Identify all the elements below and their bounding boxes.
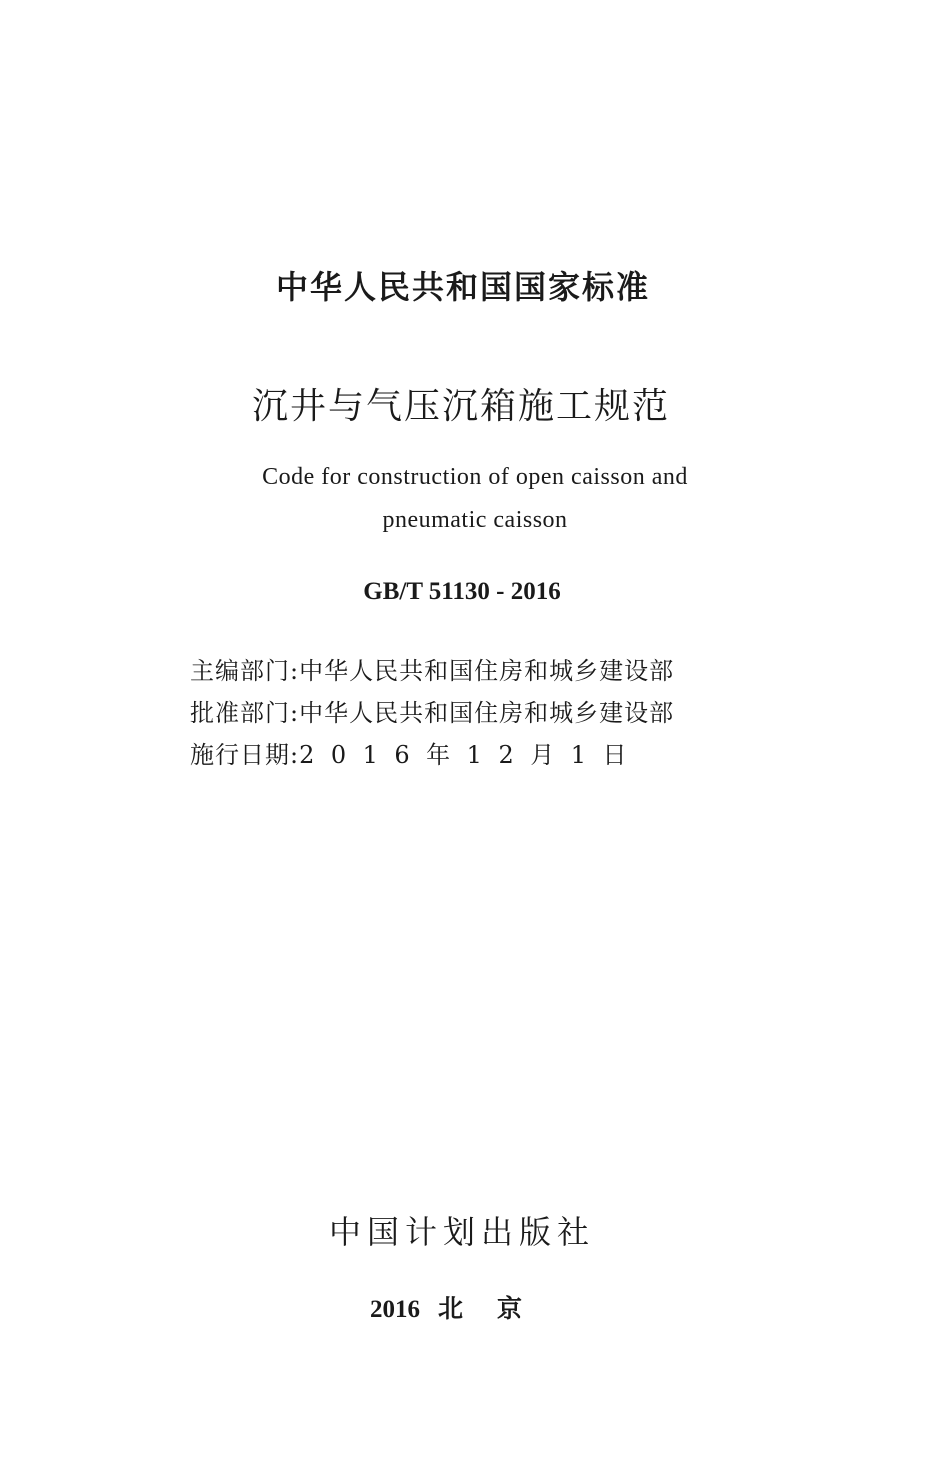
effective-date-label: 施行日期:: [190, 741, 300, 769]
editor-department-row: [190, 651, 674, 686]
editor-department-label: 主编部门:: [190, 657, 300, 685]
imprint-city: 北京: [437, 1296, 556, 1323]
document-title-english-line1: Code for construction of open caisson and: [262, 464, 688, 490]
effective-date-value: 2016年12月1日: [299, 741, 643, 769]
approval-department-label: 批准部门:: [190, 699, 300, 727]
approval-department-row: [190, 693, 674, 728]
editor-department-value: 中华人民共和国住房和城乡建设部: [299, 657, 675, 685]
imprint-line: [0, 1289, 938, 1325]
publisher-name: 中国计划出版社: [328, 1213, 595, 1251]
standard-series-heading: 中华人民共和国国家标准: [275, 268, 650, 306]
approval-department-value: 中华人民共和国住房和城乡建设部: [299, 699, 675, 727]
document-title-english-line2: pneumatic caisson: [382, 507, 568, 533]
imprint-year: 2016: [369, 1296, 420, 1323]
standard-number: GB/T 51130 - 2016: [363, 578, 561, 605]
document-title-chinese: 沉井与气压沉箱施工规范: [251, 386, 670, 427]
effective-date-row: [190, 735, 643, 770]
